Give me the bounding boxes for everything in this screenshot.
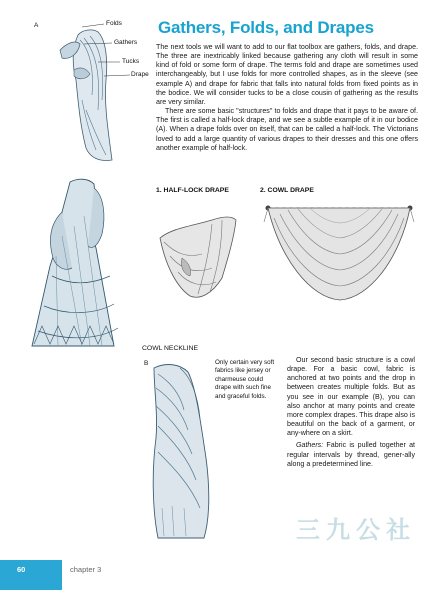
half-lock-heading: 1. HALF-LOCK DRAPE: [156, 187, 229, 194]
page-number: 60: [17, 565, 26, 574]
page-title: Gathers, Folds, and Drapes: [158, 18, 374, 37]
cowl-neckline-heading: COWL NECKLINE: [142, 345, 199, 352]
cowl-neckline-illustration: [140, 358, 220, 548]
footer-bar: [0, 560, 62, 590]
figure-b-caption: Only certain very soft fabrics like jersey or charmeuse could drape with such fine and graceful folds.: [215, 359, 275, 400]
victorian-dress-illustration: [22, 176, 142, 356]
gathers-note: [287, 441, 415, 468]
paragraph-2: There are some basic "structures" to folds and drape that it pays to be aware of. The first is called a half-lock drape, and we see a subtle example of it in our bodice (A). When a drape folds over on itself, that can be called a half-lock. The Victorians loved to add a large quantity of various drapes to their dresses and this one offers another example of half-lock.: [156, 107, 418, 152]
label-folds: Folds: [106, 20, 122, 27]
intro-text: [156, 43, 418, 153]
label-tucks: Tucks: [122, 58, 140, 65]
cowl-drape-heading: 2. COWL DRAPE: [260, 187, 314, 194]
paragraph-cowl: Our second basic structure is a cowl drape. For a basic cowl, fabric is anchored at two points and the drop in between creates multiple folds. But as you see in our example (B), you can also anchor at many points and create more complex drapes. This drape also is beautiful on the back of a garment, or any-where on a skirt.: [287, 356, 415, 438]
watermark: 三九公社: [296, 517, 416, 544]
gathers-definition: Fabric is pulled together at regular intervals by thread, gener-ally along a predetermined line.: [287, 441, 415, 468]
sleeve-illustration: [20, 10, 160, 180]
cowl-drape-illustration: [260, 198, 420, 308]
figure-b-letter: B: [144, 360, 149, 367]
right-column-text: [287, 356, 415, 469]
label-gathers: Gathers: [114, 39, 138, 46]
chapter-label: chapter 3: [70, 565, 102, 574]
paragraph-1: The next tools we will want to add to our flat toolbox are gathers, folds, and drape. The three are inextricably linked because gathering any cloth will result in some kind of fold or some form of drape. The terms fold and drape are sometimes used interchangeably, but I use folds for more controlled shapes, as in the sleeve (see example A) and drape for fabric that falls into natural folds from fixed points as in the bodice. We will consider tucks to be a close cousin of gathering as the results are very similar.: [156, 43, 418, 106]
label-drape: Drape: [131, 71, 149, 78]
gathers-term: Gathers:: [296, 441, 324, 450]
half-lock-drape-illustration: [152, 198, 242, 308]
figure-a-letter: A: [34, 22, 39, 29]
